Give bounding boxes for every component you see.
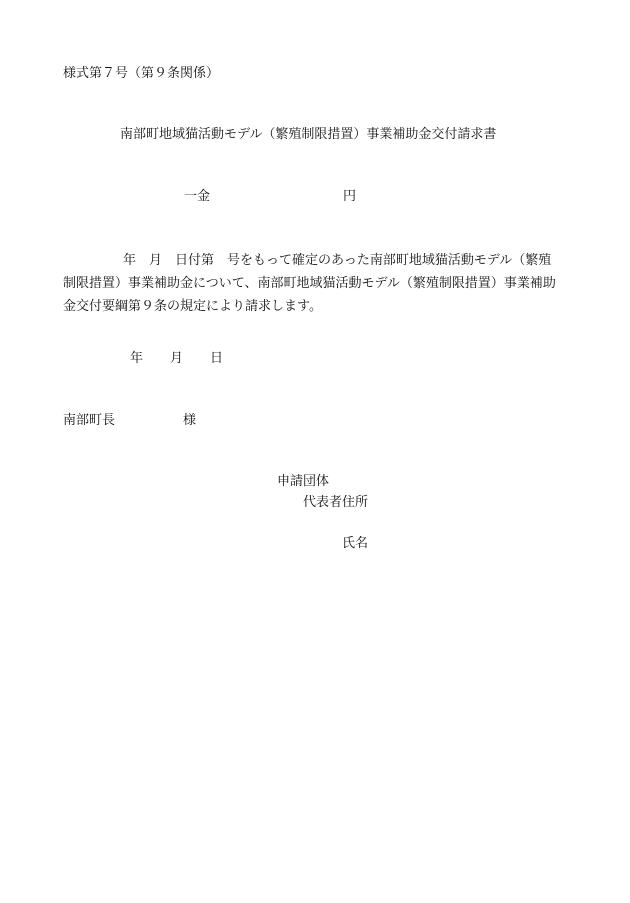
applicant-group-label: 申請団体 xyxy=(277,474,330,489)
amount-prefix: 一金 xyxy=(184,189,211,204)
form-number: 様式第７号（第９条関係） xyxy=(63,66,220,81)
date-year: 年 xyxy=(130,351,144,366)
request-body-paragraph xyxy=(63,249,573,318)
applicant-name-label: 氏名 xyxy=(342,536,369,551)
amount-unit: 円 xyxy=(343,189,357,204)
body-line-2: 制限措置）事業補助金について、南部町地域猫活動モデル（繁殖制限措置）事業補助 xyxy=(63,276,556,291)
addressee-honorific: 様 xyxy=(183,413,197,428)
addressee-name: 南部町長 xyxy=(63,413,116,428)
applicant-address-label: 代表者住所 xyxy=(303,495,369,510)
body-line-1: 年 月 日付第 号をもって確定のあった南部町地域猫活動モデル（繁殖 xyxy=(123,253,552,268)
date-day: 日 xyxy=(210,351,224,366)
body-line-3: 金交付要綱第９条の規定により請求します。 xyxy=(63,299,322,314)
document-title: 南部町地域猫活動モデル（繁殖制限措置）事業補助金交付請求書 xyxy=(120,127,497,142)
date-month: 月 xyxy=(170,351,184,366)
